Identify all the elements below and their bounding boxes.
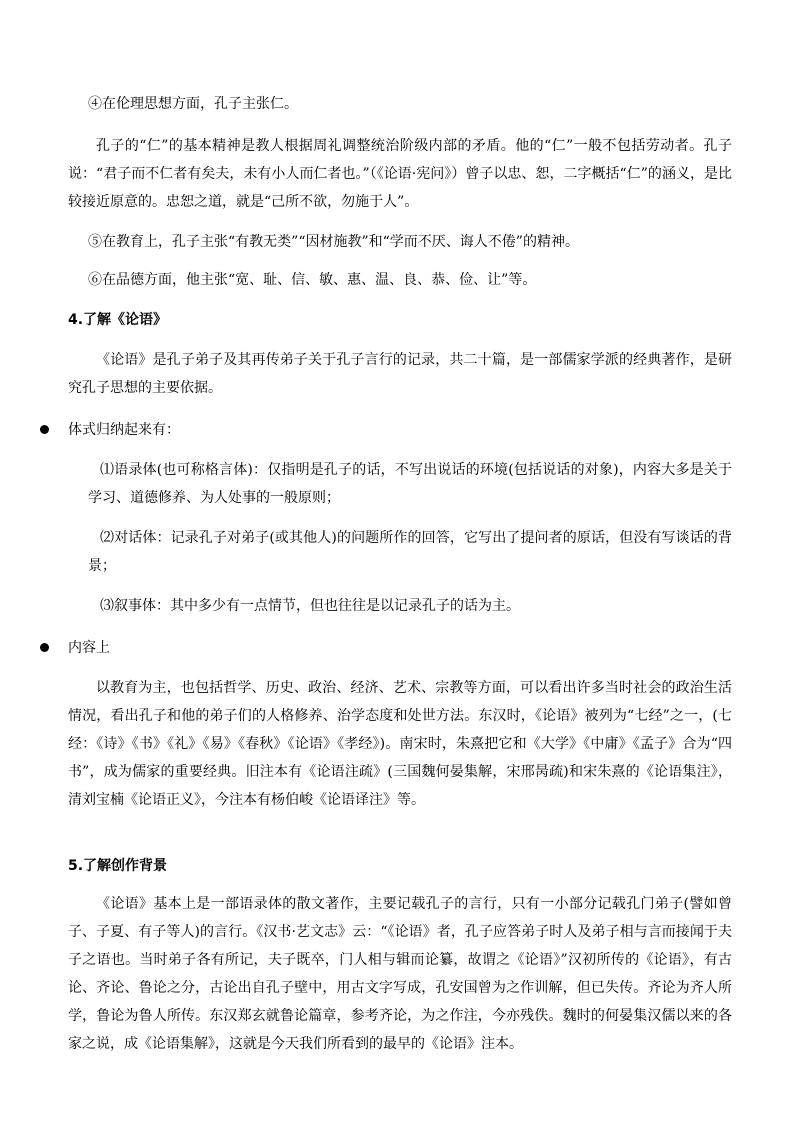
style-item-2: ⑵对话体：记录孔子对弟子(或其他人)的问题所作的回答，它写出了提问者的原话，但没有写谈话的背景； [88,530,732,574]
bullet-text: 内容上 [68,640,110,656]
paragraph-lunyu-intro: 《论语》是孔子弟子及其再传弟子关于孔子言行的记录，共二十篇，是一部儒家学派的经典著作，是研究孔子思想的主要依据。 [68,352,732,396]
paragraph-content: 以教育为主，也包括哲学、历史、政治、经济、艺术、宗教等方面，可以看出许多当时社会的政治生活情况，看出孔子和他的弟子们的人格修养、治学态度和处世方法。东汉时，《论语》被列为“七经”之一，(七经：《诗》《书》《礼》《易》《春秋》《论语》《孝经》)。南宋时，朱熹把它和《大学》《中庸》《孟子》合为“四书”，成为儒家的重要经典。旧注本有《论语注疏》(三国魏何晏集解，宋邢昺疏)和宋朱熹的《论语集注》，清刘宝楠《论语正义》，今注本有杨伯峻《论语译注》等。 [68,680,732,808]
paragraph-education: ⑤在教育上，孔子主张“有教无类”“因材施教”和“学而不厌、诲人不倦”的精神。 [88,234,579,250]
bullet-text: 体式归纳起来有： [68,422,180,438]
style-item-3: ⑶叙事体：其中多少有一点情节，但也往往是以记录孔子的话为主。 [100,598,520,614]
section-heading-5: 5.了解创作背景 [68,858,168,874]
bullet-dot-icon [40,425,49,434]
section-heading-4: 4.了解《论语》 [68,312,168,328]
bullet-dot-icon [40,643,49,652]
paragraph-morality: ⑥在品德方面，他主张“宽、耻、信、敏、惠、温、良、恭、俭、让”等。 [88,272,537,288]
paragraph-background: 《论语》基本上是一部语录体的散文著作，主要记载孔子的言行，只有一小部分记载孔门弟子(譬如曾子、子夏、有子等人)的言行。《汉书·艺文志》云：“《论语》者，孔子应答弟子时人及弟子相与言而接闻于夫子之语也。当时弟子各有所记，夫子既卒，门人相与辑而论纂，故谓之《论语》”汉初所传的《论语》，有古论、齐论、鲁论之分，古论出自孔子壁中，用古文字写成，孔安国曾为之作训解，但已失传。齐论为齐人所学，鲁论为鲁人所传。东汉郑玄就鲁论篇章，参考齐论，为之作注，今亦残佚。魏时的何晏集汉儒以来的各家之说，成《论语集解》，这就是今天我们所看到的最早的《论语》注本。 [68,896,732,1052]
paragraph-ethics: ④在伦理思想方面，孔子主张仁。 [88,96,298,112]
paragraph-ren: 孔子的“仁”的基本精神是教人根据周礼调整统治阶级内部的矛盾。他的“仁”一般不包括劳动者。孔子说：“君子而不仁者有矣夫，未有小人而仁者也。”（《论语·宪问》）曾子以忠、恕，二字概括“仁”的涵义，是比较接近原意的。忠恕之道，就是“己所不欲，勿施于人”。 [68,138,732,210]
style-item-1: ⑴语录体(也可称格言体)：仅指明是孔子的话，不写出说话的环境(包括说话的对象)，内容大多是关于学习、道德修养、为人处事的一般原则； [88,462,732,506]
